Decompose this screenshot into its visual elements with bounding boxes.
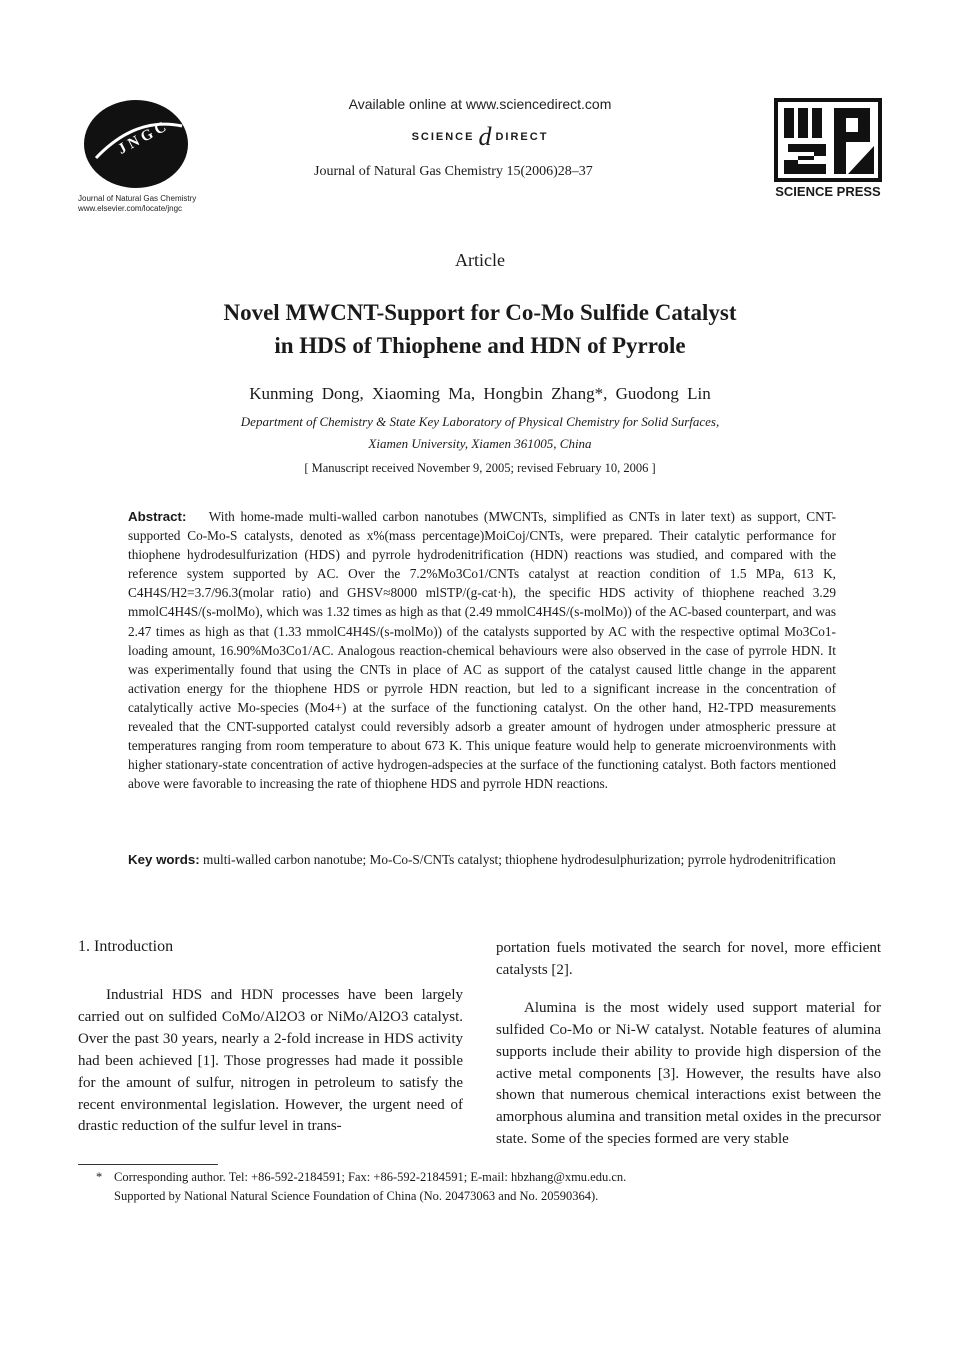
affiliation: [130, 411, 830, 455]
footnote-corresponding-text: Corresponding author. Tel: +86-592-2184591; Fax: +86-592-2184591; E-mail: hbzhang@xmu.edu.cn.: [114, 1170, 627, 1184]
emblem-text: J N G C: [115, 119, 169, 158]
affiliation-line-1: Department of Chemistry & State Key Laboratory of Physical Chemistry for Solid Surfaces,: [240, 414, 720, 429]
abstract: [128, 507, 836, 793]
sciencedirect-d-icon: d: [478, 122, 492, 151]
manuscript-dates: [ Manuscript received November 9, 2005; revised February 10, 2006 ]: [304, 461, 656, 475]
sciencedirect-logo: [270, 122, 690, 152]
abstract-label: Abstract:: [128, 509, 187, 524]
abstract-text: With home-made multi-walled carbon nanotubes (MWCNTs, simplified as CNTs in later text) as support, CNT-supported Co-Mo-S catalysts, denoted as x%(mass percentage)MoiCoj/CNTs, were prepared. Their catalytic performance for thiophene hydrodesulfurization (HDS) and pyrrole hydrodenitrification (HDN) reactions was studied, and compared with the reference system supported by AC. Over the 7.2%Mo3Co1/CNTs catalyst at reaction condition of 1.5 MPa, 613 K, C4H4S/H2=3.7/96.3(molar ratio) and GHSV≈8000 mlSTP/(g-cat·h), the specific HDS activity of thiophene reached 3.29 mmolC4H4S/(s-molMo), which was 1.32 times as high as that (2.49 mmolC4H4S/(s-molMo)) of the AC-based counterpart, and was 2.47 times as high as that (1.33 mmolC4H4S/(s-molMo)) of the catalysts supported by AC with the respective optimal Mo3Co1-loading amount, 16.90%Mo3Co1/AC. Analogous reaction-chemical behaviours were also observed in the case of pyrrole HDN. It was experimentally found that using the CNTs in place of AC as support of the catalyst caused little change in the apparent activation energy for the thiophene HDS or pyrrole HDN reaction, but led to a significant increase in the concentration of catalytically active Mo-species (Mo4+) at the surface of the functioning catalyst. On the other hand, H2-TPD measurements revealed that the CNT-supported catalyst could reversibly adsorb a greater amount of hydrogen under atmospheric pressure at temperatures ranging from room temperature to about 673 K. This unique feature would help to generate microenvironments with higher stationary-state concentration of active hydrogen-adspecies at the surface of the functioning catalyst. Both factors mentioned above were favorable to increasing the rate of thiophene HDS and pyrrole HDN reactions.: [128, 509, 837, 792]
intro-right-paragraph-2: Alumina is the most widely used support material for sulfided Co-Mo or Ni-W catalyst. Notable features of alumina supports include their ability to provide high dispersion of the active metal components [3]. However, the results have also shown that numerous chemical interactions exist between the amorphous alumina and transition metal oxides in the precursor state. Some of the species formed are very stable: [496, 999, 881, 1148]
journal-citation: Journal of Natural Gas Chemistry 15(2006)28–37: [314, 164, 593, 179]
publisher-logo: [772, 98, 884, 199]
sciencedirect-right: DIRECT: [495, 131, 549, 143]
science-press-icon: [774, 98, 882, 182]
footnote-corresponding: [96, 1168, 896, 1187]
available-online[interactable]: Available online at www.sciencedirect.com: [348, 96, 612, 112]
sciencedirect-left: SCIENCE: [411, 131, 475, 143]
title-line-2: in HDS of Thiophene and HDN of Pyrrole: [274, 333, 686, 358]
intro-right-paragraph-1: portation fuels motivated the search for novel, more efficient catalysts [2].: [496, 940, 881, 978]
article-title: [100, 296, 860, 362]
journal-logo: [78, 96, 196, 214]
footnote-star: *: [96, 1170, 103, 1184]
keywords: [128, 850, 836, 869]
affiliation-line-2: Xiamen University, Xiamen 361005, China: [368, 436, 592, 451]
intro-left-paragraph: Industrial HDS and HDN processes have been largely carried out on sulfided CoMo/Al2O3 or NiMo/Al2O3 catalyst. Over the past 30 years, nearly a 2-fold increase in HDS activity had been achieved [1]. Those progresses had made it possible for the amount of sulfur, nitrogen in petroleum to satisfy the recent environmental legislation. However, the urgent need of drastic reduction of the sulfur level in trans-: [78, 987, 463, 1135]
intro-right-column: [496, 938, 881, 1151]
footnotes: [96, 1168, 896, 1206]
author-list: Kunming Dong, Xiaoming Ma, Hongbin Zhang*, Guodong Lin: [249, 384, 711, 403]
jngc-emblem-icon: [78, 96, 198, 194]
keywords-label: Key words:: [128, 852, 200, 867]
logo-caption-journal: Journal of Natural Gas Chemistry: [78, 194, 197, 203]
title-line-1: Novel MWCNT-Support for Co-Mo Sulfide Catalyst: [223, 300, 737, 325]
section-heading-introduction: 1. Introduction: [78, 938, 174, 955]
footnote-funding: Supported by National Natural Science Foundation of China (No. 20473063 and No. 20590364).: [114, 1189, 599, 1203]
header-center: [270, 96, 690, 180]
keywords-text: multi-walled carbon nanotube; Mo-Co-S/CNTs catalyst; thiophene hydrodesulphurization; pyrrole hydrodenitrification: [203, 852, 836, 867]
article-type-label: Article: [455, 250, 505, 270]
footnote-divider: [78, 1164, 218, 1165]
science-press-caption: SCIENCE PRESS: [775, 184, 881, 199]
logo-caption-url: www.elsevier.com/locate/jngc: [78, 204, 183, 213]
